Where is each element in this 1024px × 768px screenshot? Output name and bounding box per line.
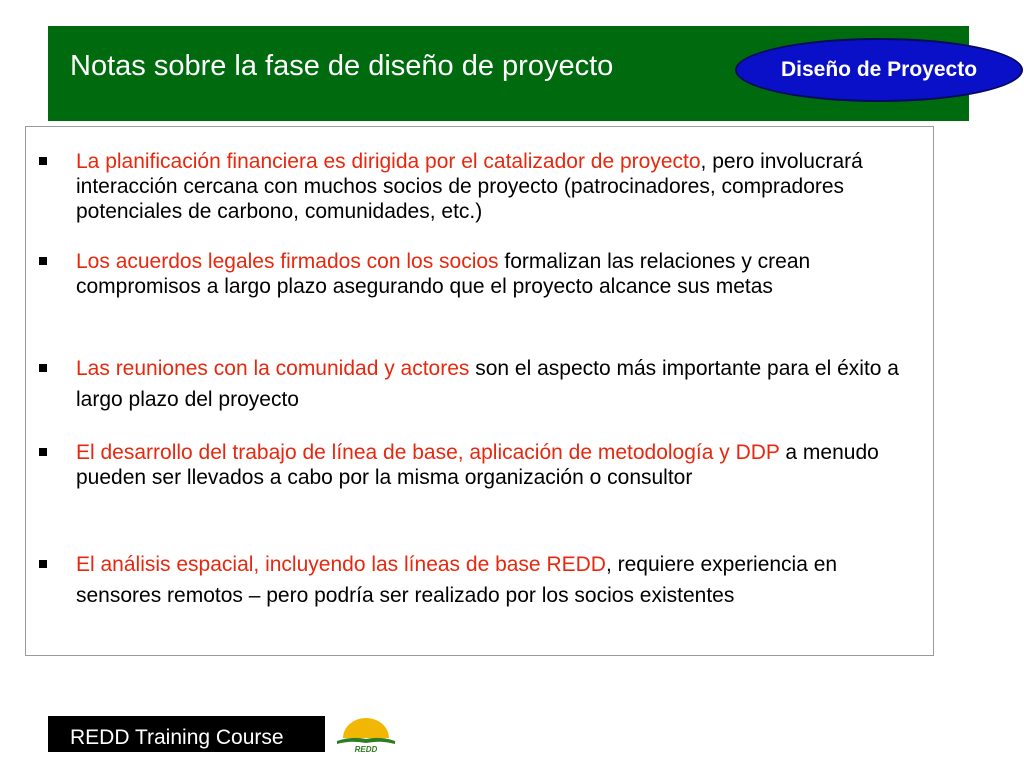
svg-text:REDD: REDD (354, 745, 378, 754)
redd-logo-icon (335, 714, 397, 756)
section-badge (735, 38, 1023, 102)
bullet-rest: formalizan las relaciones y crean compromisos a largo plazo asegurando que el proyecto alcance sus metas (76, 250, 811, 298)
bullet-highlight: El análisis espacial, incluyendo las líneas de base REDD (76, 553, 606, 576)
bullet-text (76, 549, 926, 611)
bullet-rest: , pero involucrará interacción cercana con muchos socios de proyecto (patrocinadores, compradores potenciales de carbono, comunidades, etc.) (76, 150, 863, 223)
bullet-rest: , requiere experiencia en sensores remotos – pero podría ser realizado por los socios existentes (76, 553, 838, 607)
bullet-marker (39, 448, 47, 456)
page-title: Notas sobre la fase de diseño de proyecto (70, 50, 614, 82)
bullet-rest: a menudo pueden ser llevados a cabo por la misma organización o consultor (76, 441, 879, 489)
bullet-highlight: Las reuniones con la comunidad y actores (76, 357, 470, 380)
bullet-text (76, 249, 926, 299)
bullet-text (76, 353, 926, 415)
bullet-marker (39, 364, 47, 372)
bullet-marker (39, 257, 47, 265)
bullet-marker (39, 157, 47, 165)
bullet-marker (39, 560, 47, 568)
content-box (25, 126, 934, 656)
bullet-highlight: Los acuerdos legales firmados con los socios (76, 250, 499, 273)
bullet-highlight: La planificación financiera es dirigida por el catalizador de proyecto (76, 150, 701, 173)
bullet-rest: son el aspecto más importante para el éxito a largo plazo del proyecto (76, 357, 899, 411)
section-badge-label: Diseño de Proyecto (780, 58, 978, 81)
bullet-highlight: El desarrollo del trabajo de línea de base, aplicación de metodología y DDP (76, 441, 780, 464)
bullet-text (76, 440, 926, 490)
bullet-text (76, 149, 926, 224)
course-label: REDD Training Course (70, 726, 284, 749)
